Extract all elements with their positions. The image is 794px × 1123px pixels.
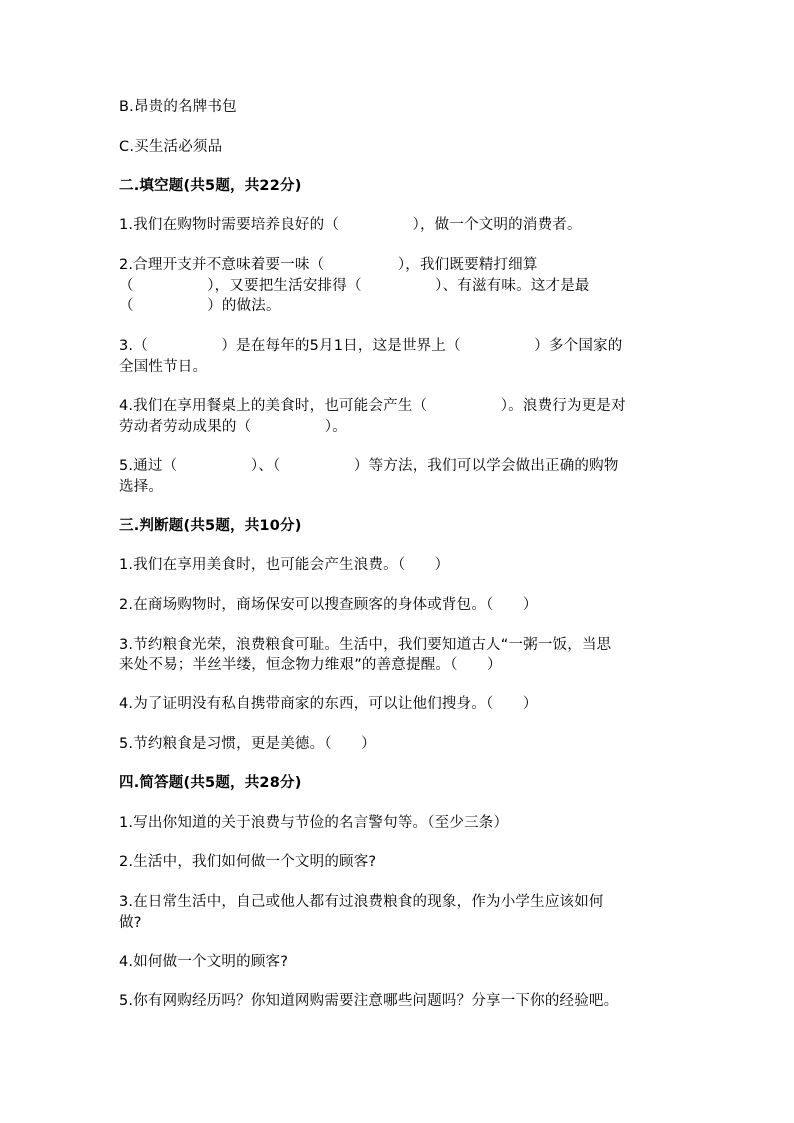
judge-question-3-line-2: 来处不易；半丝半缕，恒念物力维艰”的善意提醒。（ ） [119, 657, 502, 673]
short-question-3-line-1: 3.在日常生活中，自己或他人都有过浪费粮食的现象，作为小学生应该如何 [119, 894, 604, 910]
short-question-5: 5.你有网购经历吗？你知道网购需要注意哪些问题吗？分享一下你的经验吧。 [119, 993, 619, 1009]
short-question-3-line-2: 做? [119, 915, 142, 931]
fill-question-4-line-1: 4.我们在享用餐桌上的美食时，也可能会产生（ ）。浪费行为更是对 [119, 398, 626, 414]
section-heading-true-false: 三.判断题(共5题，共10分) [119, 518, 302, 534]
fill-question-1: 1.我们在购物时需要培养良好的（ ），做一个文明的消费者。 [119, 217, 582, 233]
judge-question-3-line-1: 3.节约粮食光荣，浪费粮食可耻。生活中，我们要知道古人“一粥一饭，当思 [119, 637, 612, 653]
judge-question-5: 5.节约粮食是习惯，更是美德。（ ） [119, 736, 376, 752]
fill-question-5-line-2: 选择。 [119, 479, 164, 495]
judge-question-1: 1.我们在享用美食时，也可能会产生浪费。（ ） [119, 557, 450, 573]
short-question-4: 4.如何做一个文明的顾客? [119, 954, 289, 970]
short-question-1: 1.写出你知道的关于浪费与节俭的名言警句等。（至少三条） [119, 815, 509, 831]
option-b: B.昂贵的名牌书包 [119, 99, 237, 115]
fill-question-4-line-2: 劳动者劳动成果的（ ）。 [119, 419, 347, 435]
judge-question-4: 4.为了证明没有私自携带商家的东西，可以让他们搜身。（ ） [119, 696, 538, 712]
short-question-2: 2.生活中，我们如何做一个文明的顾客? [119, 854, 377, 870]
fill-question-2-line-1: 2.合理开支并不意味着要一味（ ），我们既要精打细算 [119, 257, 538, 273]
fill-question-3-line-2: 全国性节日。 [119, 359, 208, 375]
section-heading-short-answer: 四.简答题(共5题，共28分) [119, 775, 302, 791]
fill-question-5-line-1: 5.通过（ ）、（ ）等方法，我们可以学会做出正确的购物 [119, 458, 619, 474]
fill-question-2-line-2: （ ），又要把生活安排得（ ）、有滋有味。这才是最 [119, 278, 590, 294]
fill-question-3-line-1: 3.（ ）是在每年的5月1日，这是世界上（ ）多个国家的 [119, 338, 623, 354]
fill-question-2-line-3: （ ）的做法。 [119, 298, 281, 314]
section-heading-fill-blank: 二.填空题(共5题，共22分) [119, 178, 302, 194]
option-c: C.买生活必须品 [119, 139, 223, 155]
judge-question-2: 2.在商场购物时，商场保安可以搜查顾客的身体或背包。（ ） [119, 597, 538, 613]
